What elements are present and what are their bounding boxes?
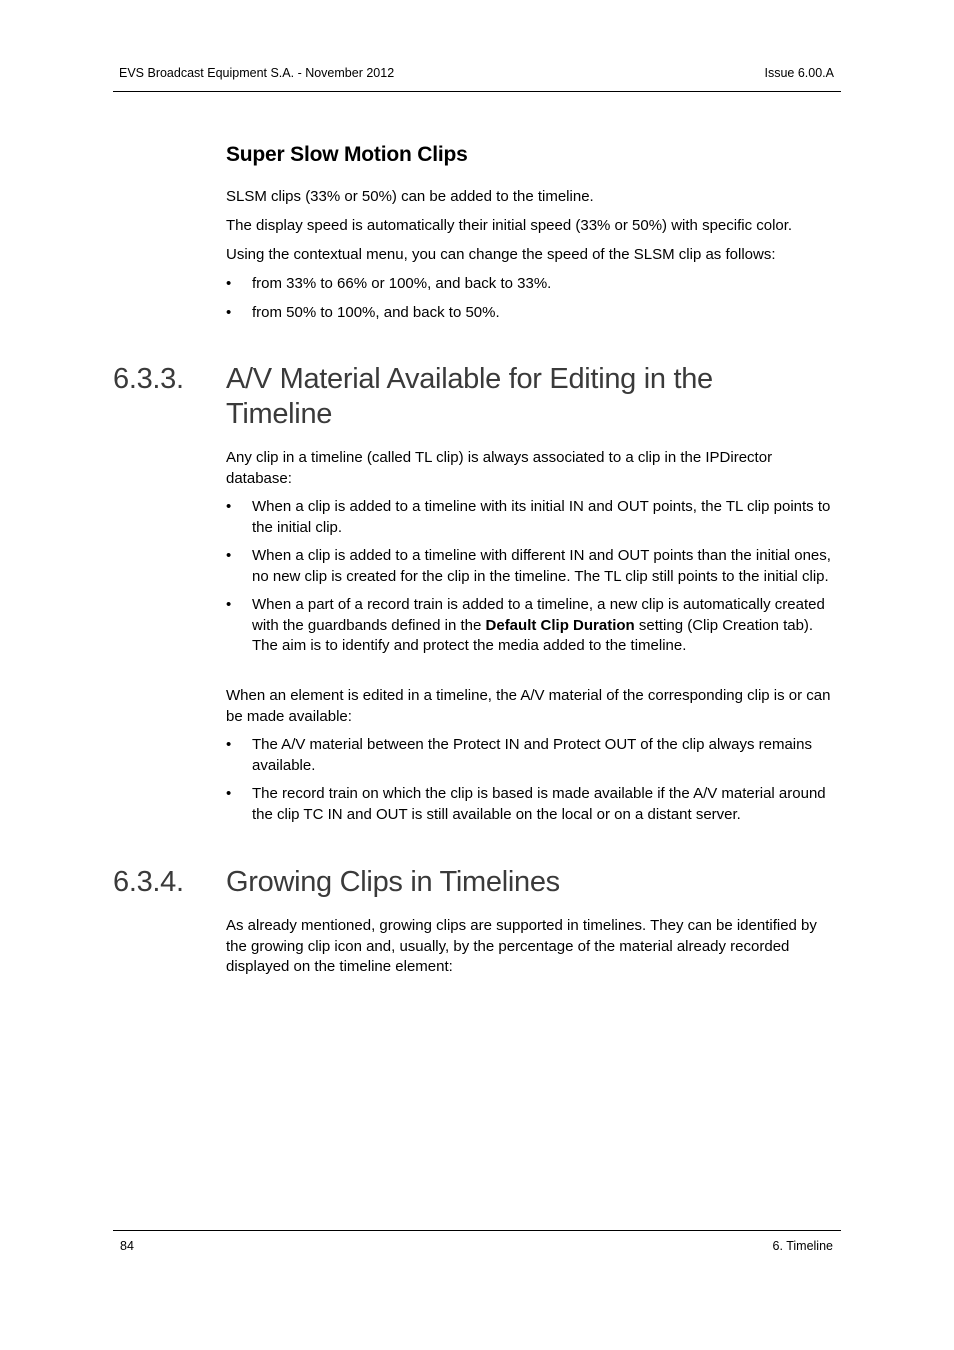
header-issue: Issue 6.00.A bbox=[764, 66, 834, 80]
list-item: • When a clip is added to a timeline with different IN and OUT points than the initial ones, no new clip is created for the clip in the timeline. The TL clip still points to the initial clip. bbox=[226, 547, 831, 585]
slsm-paragraph-2: The display speed is automatically their initial speed (33% or 50%) with specific color. bbox=[226, 217, 793, 234]
section-number: 6.3.3. bbox=[113, 363, 184, 395]
page-number: 84 bbox=[120, 1239, 134, 1253]
bullet-icon: • bbox=[226, 785, 232, 802]
page-header bbox=[113, 64, 841, 92]
header-publisher: EVS Broadcast Equipment S.A. - November 2012 bbox=[119, 66, 395, 80]
bullet-icon: • bbox=[226, 303, 232, 321]
slsm-heading: Super Slow Motion Clips bbox=[226, 143, 468, 166]
slsm-paragraph-3: Using the contextual menu, you can change the speed of the SLSM clip as follows: bbox=[226, 246, 776, 263]
section-number: 6.3.4. bbox=[113, 866, 184, 898]
section-title: Growing Clips in Timelines bbox=[226, 866, 560, 898]
section-title: A/V Material Available for Editing in the Timeline bbox=[226, 363, 713, 430]
bullet-icon: • bbox=[226, 275, 232, 292]
setting-name: Default Clip Duration bbox=[485, 616, 635, 634]
section-633-paragraph-2: When an element is edited in a timeline, the A/V material of the corresponding clip is or can be made available: bbox=[226, 687, 831, 725]
section-633-bullet-list bbox=[226, 497, 841, 657]
footer-chapter: 6. Timeline bbox=[772, 1239, 833, 1253]
section-633-bullet-list-2 bbox=[226, 735, 841, 825]
bullet-icon: • bbox=[226, 498, 232, 515]
section-633-intro: Any clip in a timeline (called TL clip) is always associated to a clip in the IPDirector database: bbox=[226, 449, 773, 487]
list-item: • from 33% to 66% or 100%, and back to 33%. bbox=[226, 274, 841, 295]
list-item: • The A/V material between the Protect IN and Protect OUT of the clip always remains available. bbox=[226, 736, 812, 774]
list-item: • When a clip is added to a timeline with its initial IN and OUT points, the TL clip points to the initial clip. bbox=[226, 498, 831, 536]
list-item: • from 50% to 100%, and back to 50%. bbox=[226, 303, 841, 324]
bullet-icon: • bbox=[226, 596, 232, 613]
bullet-icon: • bbox=[226, 736, 232, 753]
slsm-bullet-list bbox=[226, 274, 841, 323]
section-634-intro: As already mentioned, growing clips are supported in timelines. They can be identified by the growing clip icon and, usually, by the percentage of the material already recorded displayed on the timeline element: bbox=[226, 917, 817, 975]
bullet-icon: • bbox=[226, 547, 232, 564]
list-item: • When a part of a record train is added to a timeline, a new clip is automatically created with the guardbands defined in the Default Clip Duration setting (Clip Creation tab). The aim is to identify and protect the media added to the timeline. bbox=[226, 596, 825, 654]
list-item: • The record train on which the clip is based is made available if the A/V material around the clip TC IN and OUT is still available on the local or on a distant server. bbox=[226, 785, 826, 823]
slsm-paragraph-1: SLSM clips (33% or 50%) can be added to the timeline. bbox=[226, 188, 594, 205]
page-footer bbox=[113, 1230, 841, 1253]
